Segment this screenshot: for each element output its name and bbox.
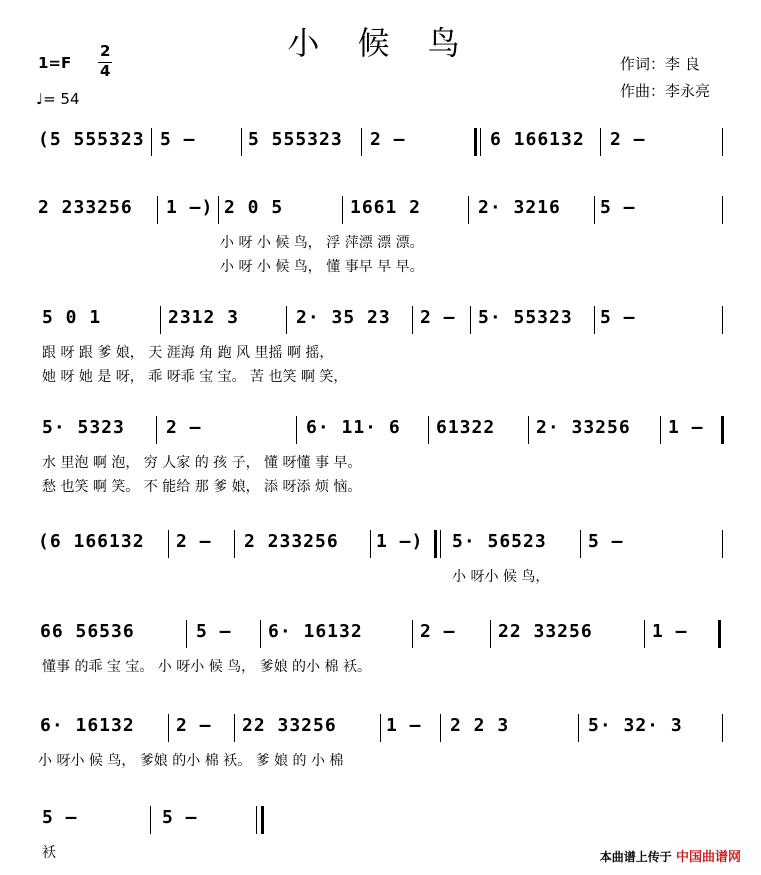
score-row-5 bbox=[38, 530, 728, 564]
measure-2-4: 1661 2 bbox=[350, 197, 422, 218]
lyrics-row-3-verse-2: 她 呀 她 是 呀， 乖 呀乖 宝 宝。 苦 也笑 啊 笑， bbox=[42, 369, 348, 385]
score-row-8 bbox=[38, 806, 728, 840]
measure-4-3: 6· 11· 6 bbox=[306, 417, 401, 438]
measure-2-6: 5 – bbox=[600, 197, 636, 218]
score-row-6 bbox=[38, 620, 728, 654]
lyrics-row-6-verse-1: 懂事 的乖 宝 宝。 小 呀小 候 鸟， 爹娘 的小 棉 袄。 bbox=[42, 659, 371, 675]
measure-8-2: 5 – bbox=[162, 807, 198, 828]
measure-5-1: (6 166132 bbox=[38, 531, 145, 552]
measure-6-2: 5 – bbox=[196, 621, 232, 642]
measure-1-6: 2 – bbox=[610, 129, 646, 150]
footer-credit bbox=[600, 846, 741, 865]
footer-upload-text: 本曲谱上传于 bbox=[599, 850, 672, 864]
measure-5-5: 5· 56523 bbox=[452, 531, 547, 552]
site-logo[interactable]: 中国曲谱网 bbox=[675, 850, 741, 865]
measure-3-2: 2312 3 bbox=[168, 307, 240, 328]
measure-6-6: 1 – bbox=[652, 621, 688, 642]
score-row-4 bbox=[38, 416, 728, 450]
score-row-1 bbox=[38, 128, 728, 162]
lyrics-row-4-verse-2: 愁 也笑 啊 笑。 不 能给 那 爹 娘， 添 呀添 烦 恼。 bbox=[42, 479, 362, 495]
measure-6-5: 22 33256 bbox=[498, 621, 593, 642]
measure-7-5: 2 2 3 bbox=[450, 715, 510, 736]
lyrics-row-8-verse-1: 袄 bbox=[42, 845, 56, 861]
page-title: 小 候 鸟 bbox=[287, 24, 474, 62]
lyrics-row-5-verse-1: 小 呀小 候 鸟， bbox=[452, 569, 550, 585]
measure-1-5: 6 166132 bbox=[490, 129, 585, 150]
measure-6-3: 6· 16132 bbox=[268, 621, 363, 642]
lyrics-row-2-verse-1: 小 呀 小 候 鸟， 浮 萍漂 漂 漂。 bbox=[220, 235, 424, 251]
measure-6-1: 66 56536 bbox=[40, 621, 135, 642]
measure-4-6: 1 – bbox=[668, 417, 704, 438]
measure-1-1: (5 555323 bbox=[38, 129, 145, 150]
measure-5-6: 5 – bbox=[588, 531, 624, 552]
measure-4-1: 5· 5323 bbox=[42, 417, 125, 438]
measure-7-1: 6· 16132 bbox=[40, 715, 135, 736]
measure-4-4: 61322 bbox=[436, 417, 496, 438]
tempo-marking: ♩= 54 bbox=[36, 90, 80, 108]
measure-1-3: 5 555323 bbox=[248, 129, 343, 150]
measure-3-6: 5 – bbox=[600, 307, 636, 328]
measure-3-1: 5 0 1 bbox=[42, 307, 102, 328]
time-signature-bottom: 4 bbox=[100, 62, 111, 80]
measure-3-3: 2· 35 23 bbox=[296, 307, 391, 328]
measure-3-4: 2 – bbox=[420, 307, 456, 328]
measure-5-4: 1 –) bbox=[376, 531, 424, 552]
composer-credit: 作曲：李永亮 bbox=[620, 82, 711, 100]
lyrics-row-7-verse-1: 小 呀小 候 鸟， 爹娘 的小 棉 袄。 爹 娘 的 小 棉 bbox=[38, 753, 344, 769]
measure-5-3: 2 233256 bbox=[244, 531, 339, 552]
lyricist-credit: 作词：李 良 bbox=[620, 55, 700, 73]
measure-7-3: 22 33256 bbox=[242, 715, 337, 736]
measure-5-2: 2 – bbox=[176, 531, 212, 552]
score-row-2 bbox=[38, 196, 728, 230]
lyrics-row-2-verse-2: 小 呀 小 候 鸟， 懂 事早 早 早。 bbox=[220, 259, 424, 275]
key-signature: 1=F bbox=[38, 54, 72, 72]
measure-1-4: 2 – bbox=[370, 129, 406, 150]
measure-2-2: 1 –) bbox=[166, 197, 214, 218]
measure-7-2: 2 – bbox=[176, 715, 212, 736]
lyrics-row-3-verse-1: 跟 呀 跟 爹 娘， 天 涯海 角 跑 风 里摇 啊 摇， bbox=[42, 345, 334, 361]
score-row-7 bbox=[38, 714, 728, 748]
measure-6-4: 2 – bbox=[420, 621, 456, 642]
measure-3-5: 5· 55323 bbox=[478, 307, 573, 328]
time-signature-top: 2 bbox=[100, 42, 111, 60]
measure-8-1: 5 – bbox=[42, 807, 78, 828]
measure-4-5: 2· 33256 bbox=[536, 417, 631, 438]
measure-4-2: 2 – bbox=[166, 417, 202, 438]
measure-1-2: 5 – bbox=[160, 129, 196, 150]
lyrics-row-4-verse-1: 水 里泡 啊 泡， 穷 人家 的 孩 子， 懂 呀懂 事 早。 bbox=[42, 455, 362, 471]
measure-7-4: 1 – bbox=[386, 715, 422, 736]
measure-7-6: 5· 32· 3 bbox=[588, 715, 683, 736]
measure-2-3: 2 0 5 bbox=[224, 197, 284, 218]
score-row-3 bbox=[38, 306, 728, 340]
measure-2-5: 2· 3216 bbox=[478, 197, 561, 218]
measure-2-1: 2 233256 bbox=[38, 197, 133, 218]
